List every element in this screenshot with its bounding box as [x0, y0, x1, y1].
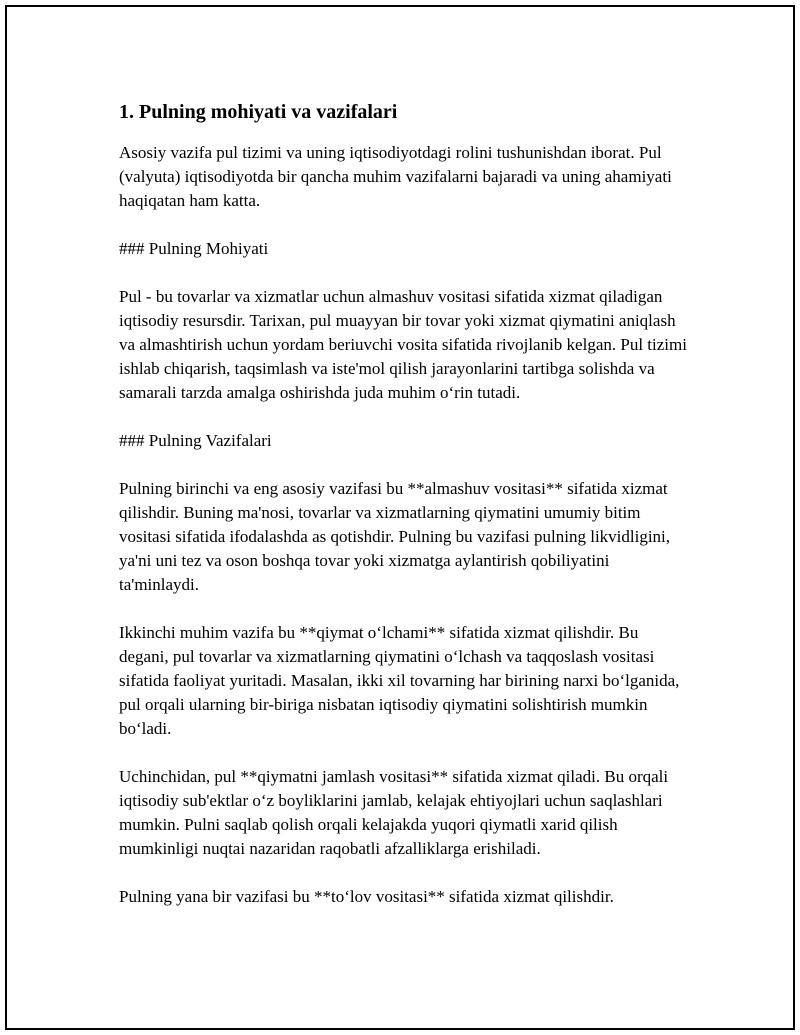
heading-vazifalari: ### Pulning Vazifalari	[119, 431, 272, 450]
paragraph-qiymat-jamlash: Uchinchidan, pul **qiymatni jamlash vositasi** sifatida xizmat qiladi. Bu orqali iqtisodiy sub'ektlar o‘z boyliklarini jamlab, kelajak ehtiyojlari uchun saqlashlari mumkin. Pulni saqlab qolish orqali kelajakda yuqori qiymatli xarid qilish mumkinligi nuqtai nazaridan raqobatli afzalliklarga erishiladi.	[119, 767, 669, 858]
paragraph-qiymat-olchami: Ikkinchi muhim vazifa bu **qiymat o‘lchami** sifatida xizmat qilishdir. Bu degani, pul tovarlar va xizmatlarning qiymatini o‘lchash va taqqoslash vositasi sifatida faoliyat yuritadi. Masalan, ikki xil tovarning har birining narxi bo‘lganida, pul orqali ularning bir-biriga nisbatan iqtisodiy qiymatini solishtirish mumkin bo‘ladi.	[119, 623, 680, 738]
heading-mohiyati: ### Pulning Mohiyati	[119, 239, 269, 258]
paragraph-tolov: Pulning yana bir vazifasi bu **to‘lov vositasi** sifatida xizmat qilishdir.	[119, 887, 614, 906]
document-title: 1. Pulning mohiyati va vazifalari	[119, 101, 398, 123]
paragraph-almashuv: Pulning birinchi va eng asosiy vazifasi bu **almashuv vositasi** sifatida xizmat qilishdir. Buning ma'nosi, tovarlar va xizmatlarning qiymatini umumiy bitim vositasi sifatida ifodalashda as qotishdir. Pulning bu vazifasi pulning likvidligini, ya'ni uni tez va oson boshqa tovar yoki xizmatga aylantirish qobiliyatini ta'minlaydi.	[119, 479, 671, 594]
paragraph-mohiyati: Pul - bu tovarlar va xizmatlar uchun almashuv vositasi sifatida xizmat qiladigan iqtisodiy resursdir. Tarixan, pul muayyan bir tovar yoki xizmat qiymatini aniqlash va almashtirish uchun yordam beriuvchi vosita sifatida rivojlanib kelgan. Pul tizimi ishlab chiqarish, taqsimlash va iste'mol qilish jarayonlarini tartibga solishda va samarali tarzda amalga oshirishda juda muhim o‘rin tutadi.	[119, 287, 687, 402]
page-frame	[5, 5, 795, 1030]
paragraph-intro: Asosiy vazifa pul tizimi va uning iqtisodiyotdagi rolini tushunishdan iborat. Pul (valyuta) iqtisodiyotda bir qancha muhim vazifalarni bajaradi va uning ahamiyati haqiqatan ham katta.	[119, 143, 672, 210]
document-body	[119, 99, 689, 909]
